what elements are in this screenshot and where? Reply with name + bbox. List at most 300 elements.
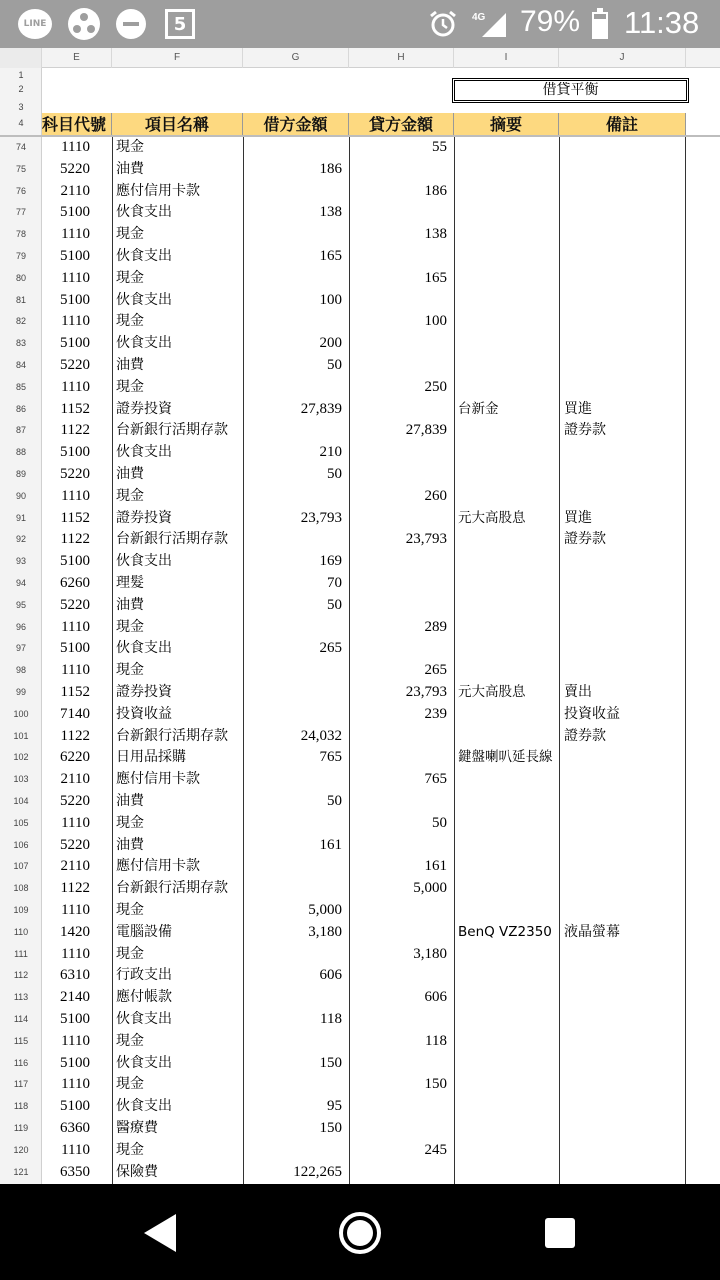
- account-code-cell[interactable]: 1110: [61, 487, 90, 504]
- note-cell[interactable]: [564, 551, 684, 573]
- credit-amount-cell[interactable]: 150: [424, 1076, 447, 1093]
- row-number[interactable]: 121: [13, 1166, 29, 1177]
- summary-cell[interactable]: [458, 1140, 562, 1162]
- row-number[interactable]: 106: [13, 839, 29, 850]
- note-cell[interactable]: [564, 791, 684, 813]
- summary-cell[interactable]: [458, 529, 562, 551]
- item-name-cell[interactable]: 伙食支出: [116, 1054, 172, 1071]
- row-number[interactable]: 112: [13, 970, 29, 981]
- note-cell[interactable]: [564, 464, 684, 486]
- note-cell[interactable]: [564, 1162, 684, 1184]
- row-number[interactable]: 109: [13, 905, 29, 915]
- credit-amount-cell[interactable]: [349, 1009, 447, 1031]
- item-name-cell[interactable]: 伙食支出: [116, 553, 172, 570]
- row-number[interactable]: 103: [13, 774, 29, 785]
- note-cell[interactable]: [564, 878, 684, 900]
- debit-amount-cell[interactable]: 95: [327, 1098, 342, 1115]
- note-cell[interactable]: 買進: [564, 400, 592, 417]
- summary-cell[interactable]: [458, 1074, 562, 1096]
- credit-amount-cell[interactable]: [349, 202, 447, 224]
- debit-amount-cell[interactable]: [244, 486, 342, 508]
- summary-cell[interactable]: 鍵盤喇叭延長線: [458, 749, 553, 766]
- row-number[interactable]: 83: [15, 338, 26, 349]
- debit-amount-cell[interactable]: 200: [319, 335, 342, 352]
- account-code-cell[interactable]: 5100: [60, 204, 90, 221]
- credit-amount-cell[interactable]: [349, 900, 447, 922]
- item-name-cell[interactable]: 現金: [116, 618, 144, 635]
- summary-cell[interactable]: [458, 1118, 562, 1140]
- account-code-cell[interactable]: 1110: [61, 814, 90, 831]
- account-code-cell[interactable]: 1110: [61, 1141, 90, 1158]
- credit-amount-cell[interactable]: [349, 965, 447, 987]
- account-code-cell[interactable]: 1110: [61, 226, 90, 243]
- item-name-cell[interactable]: 油費: [116, 596, 144, 613]
- debit-amount-cell[interactable]: 50: [327, 596, 342, 613]
- note-cell[interactable]: [564, 856, 684, 878]
- account-code-cell[interactable]: 6260: [60, 575, 90, 591]
- debit-amount-cell[interactable]: 70: [327, 575, 342, 591]
- row-number[interactable]: 1: [18, 70, 24, 80]
- note-cell[interactable]: [564, 660, 684, 682]
- row-number[interactable]: 90: [15, 490, 26, 501]
- row-number[interactable]: 85: [15, 381, 26, 392]
- row-number[interactable]: 78: [15, 229, 26, 240]
- credit-amount-cell[interactable]: [349, 1096, 447, 1118]
- credit-amount-cell[interactable]: 250: [424, 378, 447, 395]
- item-name-cell[interactable]: 應付帳款: [116, 989, 172, 1006]
- item-name-cell[interactable]: 台新銀行活期存款: [116, 880, 228, 897]
- row-number[interactable]: 118: [13, 1101, 29, 1112]
- debit-amount-cell[interactable]: 27,839: [300, 400, 342, 417]
- account-code-cell[interactable]: 5220: [60, 836, 90, 853]
- debit-amount-cell[interactable]: 50: [327, 357, 342, 373]
- credit-amount-cell[interactable]: [349, 791, 447, 813]
- account-code-cell[interactable]: 1152: [60, 684, 90, 700]
- balance-title-cell[interactable]: 借貸平衡: [454, 80, 687, 101]
- debit-amount-cell[interactable]: 50: [327, 466, 342, 482]
- item-name-cell[interactable]: 證券投資: [116, 400, 172, 417]
- debit-amount-cell[interactable]: 23,793: [300, 509, 342, 526]
- row-number[interactable]: 119: [13, 1123, 29, 1133]
- credit-amount-cell[interactable]: [349, 638, 447, 660]
- credit-amount-cell[interactable]: [349, 159, 447, 181]
- credit-amount-cell[interactable]: 186: [424, 182, 447, 199]
- summary-cell[interactable]: [458, 290, 562, 312]
- credit-amount-cell[interactable]: [349, 399, 447, 421]
- account-code-cell[interactable]: 1110: [61, 662, 90, 679]
- summary-cell[interactable]: [458, 181, 562, 203]
- summary-cell[interactable]: [458, 1096, 562, 1118]
- debit-amount-cell[interactable]: [244, 137, 342, 159]
- item-name-cell[interactable]: 台新銀行活期存款: [116, 727, 228, 744]
- row-number[interactable]: 95: [15, 599, 26, 610]
- note-cell[interactable]: [564, 1053, 684, 1075]
- note-cell[interactable]: [564, 159, 684, 181]
- note-cell[interactable]: [564, 377, 684, 399]
- row-number[interactable]: 96: [15, 621, 26, 632]
- debit-amount-cell[interactable]: 3,180: [308, 923, 342, 940]
- item-name-cell[interactable]: 伙食支出: [116, 1098, 172, 1115]
- credit-amount-cell[interactable]: 118: [425, 1032, 447, 1049]
- note-cell[interactable]: 證券款: [564, 531, 606, 548]
- summary-cell[interactable]: [458, 224, 562, 246]
- row-number[interactable]: 81: [15, 294, 26, 305]
- credit-amount-cell[interactable]: [349, 573, 447, 595]
- summary-cell[interactable]: [458, 442, 562, 464]
- row-number[interactable]: 87: [15, 425, 26, 436]
- item-name-cell[interactable]: 現金: [116, 945, 144, 962]
- summary-cell[interactable]: [458, 965, 562, 987]
- note-cell[interactable]: [564, 1118, 684, 1140]
- row-number[interactable]: 88: [15, 447, 26, 458]
- account-code-cell[interactable]: 1122: [60, 422, 90, 439]
- row-number[interactable]: 97: [15, 643, 26, 654]
- note-cell[interactable]: [564, 965, 684, 987]
- summary-cell[interactable]: [458, 1009, 562, 1031]
- summary-cell[interactable]: [458, 769, 562, 791]
- summary-cell[interactable]: [458, 835, 562, 857]
- item-name-cell[interactable]: 現金: [116, 1032, 144, 1049]
- note-cell[interactable]: [564, 137, 684, 159]
- account-code-cell[interactable]: 1110: [61, 313, 90, 330]
- debit-amount-cell[interactable]: 765: [319, 749, 342, 766]
- debit-amount-cell[interactable]: [244, 813, 342, 835]
- item-name-cell[interactable]: 應付信用卡款: [116, 858, 200, 875]
- account-code-cell[interactable]: 5100: [60, 640, 90, 657]
- summary-cell[interactable]: [458, 704, 562, 726]
- note-cell[interactable]: [564, 1096, 684, 1118]
- item-name-cell[interactable]: 行政支出: [116, 967, 172, 984]
- column-header-g[interactable]: G: [243, 48, 349, 68]
- debit-amount-cell[interactable]: [244, 856, 342, 878]
- summary-cell[interactable]: [458, 551, 562, 573]
- header-credit[interactable]: 貸方金額: [349, 113, 454, 136]
- note-cell[interactable]: [564, 1009, 684, 1031]
- row-number[interactable]: 86: [15, 403, 26, 414]
- debit-amount-cell[interactable]: [244, 1140, 342, 1162]
- account-code-cell[interactable]: 6310: [60, 967, 90, 984]
- summary-cell[interactable]: [458, 856, 562, 878]
- summary-cell[interactable]: [458, 311, 562, 333]
- note-cell[interactable]: 證券款: [564, 727, 606, 744]
- credit-amount-cell[interactable]: 265: [424, 662, 447, 679]
- row-number[interactable]: 74: [15, 142, 26, 152]
- item-name-cell[interactable]: 應付信用卡款: [116, 182, 200, 199]
- credit-amount-cell[interactable]: 100: [424, 313, 447, 330]
- account-code-cell[interactable]: 2110: [60, 771, 90, 788]
- summary-cell[interactable]: [458, 878, 562, 900]
- credit-amount-cell[interactable]: [349, 835, 447, 857]
- account-code-cell[interactable]: 1152: [60, 509, 90, 526]
- summary-cell[interactable]: [458, 660, 562, 682]
- item-name-cell[interactable]: 現金: [116, 313, 144, 330]
- note-cell[interactable]: [564, 181, 684, 203]
- debit-amount-cell[interactable]: 122,265: [293, 1163, 342, 1180]
- account-code-cell[interactable]: 1110: [61, 902, 90, 918]
- header-summary[interactable]: 摘要: [454, 113, 559, 136]
- note-cell[interactable]: [564, 944, 684, 966]
- note-cell[interactable]: [564, 595, 684, 617]
- debit-amount-cell[interactable]: 165: [319, 248, 342, 264]
- note-cell[interactable]: [564, 333, 684, 355]
- summary-cell[interactable]: [458, 377, 562, 399]
- item-name-cell[interactable]: 現金: [116, 1141, 144, 1158]
- account-code-cell[interactable]: 2110: [60, 858, 90, 875]
- credit-amount-cell[interactable]: [349, 1118, 447, 1140]
- column-header-e[interactable]: E: [42, 48, 112, 68]
- credit-amount-cell[interactable]: 138: [424, 226, 447, 243]
- summary-cell[interactable]: [458, 1031, 562, 1053]
- credit-amount-cell[interactable]: [349, 246, 447, 268]
- debit-amount-cell[interactable]: [244, 377, 342, 399]
- row-number[interactable]: 108: [13, 883, 29, 894]
- credit-amount-cell[interactable]: [349, 595, 447, 617]
- item-name-cell[interactable]: 伙食支出: [116, 204, 172, 221]
- account-code-cell[interactable]: 2110: [60, 182, 90, 199]
- credit-amount-cell[interactable]: [349, 747, 447, 769]
- row-number[interactable]: 77: [15, 207, 26, 218]
- item-name-cell[interactable]: 醫療費: [116, 1120, 158, 1136]
- credit-amount-cell[interactable]: 239: [424, 705, 447, 722]
- credit-amount-cell[interactable]: [349, 464, 447, 486]
- note-cell[interactable]: [564, 835, 684, 857]
- item-name-cell[interactable]: 證券投資: [116, 684, 172, 700]
- debit-amount-cell[interactable]: 150: [319, 1054, 342, 1071]
- account-code-cell[interactable]: 5100: [60, 1098, 90, 1115]
- note-cell[interactable]: [564, 246, 684, 268]
- credit-amount-cell[interactable]: [349, 355, 447, 377]
- row-number[interactable]: 105: [13, 817, 29, 828]
- account-code-cell[interactable]: 1152: [60, 400, 90, 417]
- row-number[interactable]: 98: [15, 665, 26, 676]
- debit-amount-cell[interactable]: [244, 704, 342, 726]
- debit-amount-cell[interactable]: 50: [327, 793, 342, 809]
- item-name-cell[interactable]: 油費: [116, 793, 144, 809]
- summary-cell[interactable]: [458, 420, 562, 442]
- credit-amount-cell[interactable]: 3,180: [413, 945, 447, 962]
- row-number[interactable]: 117: [13, 1079, 29, 1090]
- account-code-cell[interactable]: 1110: [61, 1032, 90, 1049]
- debit-amount-cell[interactable]: [244, 987, 342, 1009]
- summary-cell[interactable]: [458, 617, 562, 639]
- row-number[interactable]: 107: [13, 861, 29, 872]
- debit-amount-cell[interactable]: [244, 878, 342, 900]
- account-code-cell[interactable]: 6350: [60, 1163, 90, 1180]
- item-name-cell[interactable]: 油費: [116, 466, 144, 482]
- summary-cell[interactable]: [458, 1053, 562, 1075]
- summary-cell[interactable]: [458, 638, 562, 660]
- row-number[interactable]: 120: [13, 1144, 29, 1155]
- debit-amount-cell[interactable]: 100: [319, 291, 342, 308]
- account-code-cell[interactable]: 1110: [61, 139, 90, 155]
- note-cell[interactable]: [564, 1031, 684, 1053]
- item-name-cell[interactable]: 現金: [116, 1076, 144, 1093]
- note-cell[interactable]: [564, 311, 684, 333]
- row-number[interactable]: 116: [13, 1057, 29, 1068]
- item-name-cell[interactable]: 現金: [116, 378, 144, 395]
- row-number[interactable]: 76: [15, 185, 26, 196]
- header-note[interactable]: 備註: [559, 113, 686, 136]
- summary-cell[interactable]: 元大高股息: [458, 509, 526, 526]
- debit-amount-cell[interactable]: 118: [320, 1011, 342, 1027]
- summary-cell[interactable]: 元大高股息: [458, 684, 526, 700]
- recent-apps-button[interactable]: [530, 1208, 590, 1258]
- summary-cell[interactable]: [458, 595, 562, 617]
- row-number[interactable]: 3: [18, 102, 24, 112]
- debit-amount-cell[interactable]: [244, 769, 342, 791]
- note-cell[interactable]: [564, 1074, 684, 1096]
- debit-amount-cell[interactable]: [244, 224, 342, 246]
- row-number[interactable]: 4: [18, 118, 24, 128]
- debit-amount-cell[interactable]: [244, 420, 342, 442]
- note-cell[interactable]: [564, 268, 684, 290]
- header-account-code[interactable]: 科目代號: [42, 113, 112, 136]
- account-code-cell[interactable]: 1122: [60, 531, 90, 548]
- item-name-cell[interactable]: 保險費: [116, 1163, 158, 1180]
- account-code-cell[interactable]: 1122: [60, 727, 90, 744]
- summary-cell[interactable]: [458, 573, 562, 595]
- account-code-cell[interactable]: 1110: [61, 378, 90, 395]
- note-cell[interactable]: [564, 202, 684, 224]
- row-number[interactable]: 99: [15, 687, 26, 697]
- account-code-cell[interactable]: 2140: [60, 989, 90, 1006]
- credit-amount-cell[interactable]: 165: [424, 269, 447, 286]
- account-code-cell[interactable]: 5220: [60, 596, 90, 613]
- credit-amount-cell[interactable]: 27,839: [405, 422, 447, 439]
- item-name-cell[interactable]: 現金: [116, 226, 144, 243]
- row-number[interactable]: 75: [15, 163, 26, 174]
- debit-amount-cell[interactable]: 210: [319, 444, 342, 461]
- item-name-cell[interactable]: 台新銀行活期存款: [116, 422, 228, 439]
- summary-cell[interactable]: [458, 1162, 562, 1184]
- debit-amount-cell[interactable]: 265: [319, 640, 342, 657]
- row-number[interactable]: 80: [15, 272, 26, 283]
- note-cell[interactable]: [564, 1140, 684, 1162]
- account-code-cell[interactable]: 5220: [60, 466, 90, 482]
- debit-amount-cell[interactable]: [244, 529, 342, 551]
- summary-cell[interactable]: [458, 987, 562, 1009]
- debit-amount-cell[interactable]: 5,000: [308, 902, 342, 918]
- summary-cell[interactable]: [458, 268, 562, 290]
- item-name-cell[interactable]: 證券投資: [116, 509, 172, 526]
- item-name-cell[interactable]: 伙食支出: [116, 1011, 172, 1027]
- account-code-cell[interactable]: 1420: [60, 923, 90, 940]
- debit-amount-cell[interactable]: [244, 1074, 342, 1096]
- note-cell[interactable]: [564, 224, 684, 246]
- credit-amount-cell[interactable]: 765: [424, 771, 447, 788]
- credit-amount-cell[interactable]: 289: [424, 618, 447, 635]
- credit-amount-cell[interactable]: [349, 290, 447, 312]
- item-name-cell[interactable]: 現金: [116, 662, 144, 679]
- note-cell[interactable]: [564, 573, 684, 595]
- note-cell[interactable]: [564, 747, 684, 769]
- credit-amount-cell[interactable]: [349, 442, 447, 464]
- summary-cell[interactable]: [458, 791, 562, 813]
- account-code-cell[interactable]: 5100: [60, 553, 90, 570]
- debit-amount-cell[interactable]: [244, 617, 342, 639]
- account-code-cell[interactable]: 1110: [61, 269, 90, 286]
- account-code-cell[interactable]: 5220: [60, 160, 90, 177]
- credit-amount-cell[interactable]: 260: [424, 487, 447, 504]
- account-code-cell[interactable]: 6360: [60, 1120, 90, 1136]
- item-name-cell[interactable]: 伙食支出: [116, 248, 172, 264]
- credit-amount-cell[interactable]: [349, 726, 447, 748]
- debit-amount-cell[interactable]: 186: [319, 160, 342, 177]
- item-name-cell[interactable]: 現金: [116, 902, 144, 918]
- debit-amount-cell[interactable]: 138: [319, 204, 342, 221]
- row-number[interactable]: 79: [15, 251, 26, 261]
- select-all-corner[interactable]: [0, 48, 42, 68]
- item-name-cell[interactable]: 油費: [116, 836, 144, 853]
- summary-cell[interactable]: [458, 137, 562, 159]
- item-name-cell[interactable]: 現金: [116, 139, 144, 155]
- credit-amount-cell[interactable]: 23,793: [405, 684, 447, 700]
- summary-cell[interactable]: [458, 202, 562, 224]
- credit-amount-cell[interactable]: [349, 922, 447, 944]
- note-cell[interactable]: 賣出: [564, 684, 592, 700]
- credit-amount-cell[interactable]: [349, 1162, 447, 1184]
- debit-amount-cell[interactable]: [244, 1031, 342, 1053]
- column-header-i[interactable]: I: [454, 48, 559, 68]
- credit-amount-cell[interactable]: [349, 333, 447, 355]
- note-cell[interactable]: [564, 987, 684, 1009]
- row-number[interactable]: 84: [15, 360, 26, 370]
- debit-amount-cell[interactable]: 150: [319, 1120, 342, 1136]
- credit-amount-cell[interactable]: 606: [424, 989, 447, 1006]
- item-name-cell[interactable]: 伙食支出: [116, 640, 172, 657]
- credit-amount-cell[interactable]: 23,793: [405, 531, 447, 548]
- credit-amount-cell[interactable]: [349, 551, 447, 573]
- debit-amount-cell[interactable]: [244, 311, 342, 333]
- header-item-name[interactable]: 項目名稱: [112, 113, 243, 136]
- note-cell[interactable]: [564, 617, 684, 639]
- row-number[interactable]: 114: [13, 1014, 29, 1024]
- row-number[interactable]: 100: [13, 708, 29, 719]
- debit-amount-cell[interactable]: 606: [319, 967, 342, 984]
- note-cell[interactable]: [564, 486, 684, 508]
- account-code-cell[interactable]: 5220: [60, 793, 90, 809]
- credit-amount-cell[interactable]: 161: [424, 858, 447, 875]
- debit-amount-cell[interactable]: [244, 944, 342, 966]
- summary-cell[interactable]: [458, 333, 562, 355]
- item-name-cell[interactable]: 日用品採購: [116, 749, 186, 766]
- item-name-cell[interactable]: 伙食支出: [116, 444, 172, 461]
- summary-cell[interactable]: [458, 900, 562, 922]
- note-cell[interactable]: [564, 769, 684, 791]
- item-name-cell[interactable]: 理髮: [116, 575, 144, 591]
- debit-amount-cell[interactable]: 161: [319, 836, 342, 853]
- credit-amount-cell[interactable]: 55: [432, 139, 447, 155]
- column-header-h[interactable]: H: [349, 48, 454, 68]
- account-code-cell[interactable]: 7140: [60, 705, 90, 722]
- item-name-cell[interactable]: 現金: [116, 814, 144, 831]
- debit-amount-cell[interactable]: 24,032: [300, 727, 342, 744]
- item-name-cell[interactable]: 伙食支出: [116, 335, 172, 352]
- debit-amount-cell[interactable]: [244, 682, 342, 704]
- credit-amount-cell[interactable]: 245: [424, 1141, 447, 1158]
- header-debit[interactable]: 借方金額: [243, 113, 349, 136]
- row-number[interactable]: 111: [14, 948, 28, 959]
- summary-cell[interactable]: [458, 159, 562, 181]
- item-name-cell[interactable]: 台新銀行活期存款: [116, 531, 228, 548]
- debit-amount-cell[interactable]: [244, 268, 342, 290]
- row-number[interactable]: 115: [13, 1035, 29, 1046]
- note-cell[interactable]: [564, 900, 684, 922]
- account-code-cell[interactable]: 5100: [60, 248, 90, 264]
- row-number[interactable]: 102: [13, 752, 29, 763]
- summary-cell[interactable]: [458, 486, 562, 508]
- column-header-j[interactable]: J: [559, 48, 686, 68]
